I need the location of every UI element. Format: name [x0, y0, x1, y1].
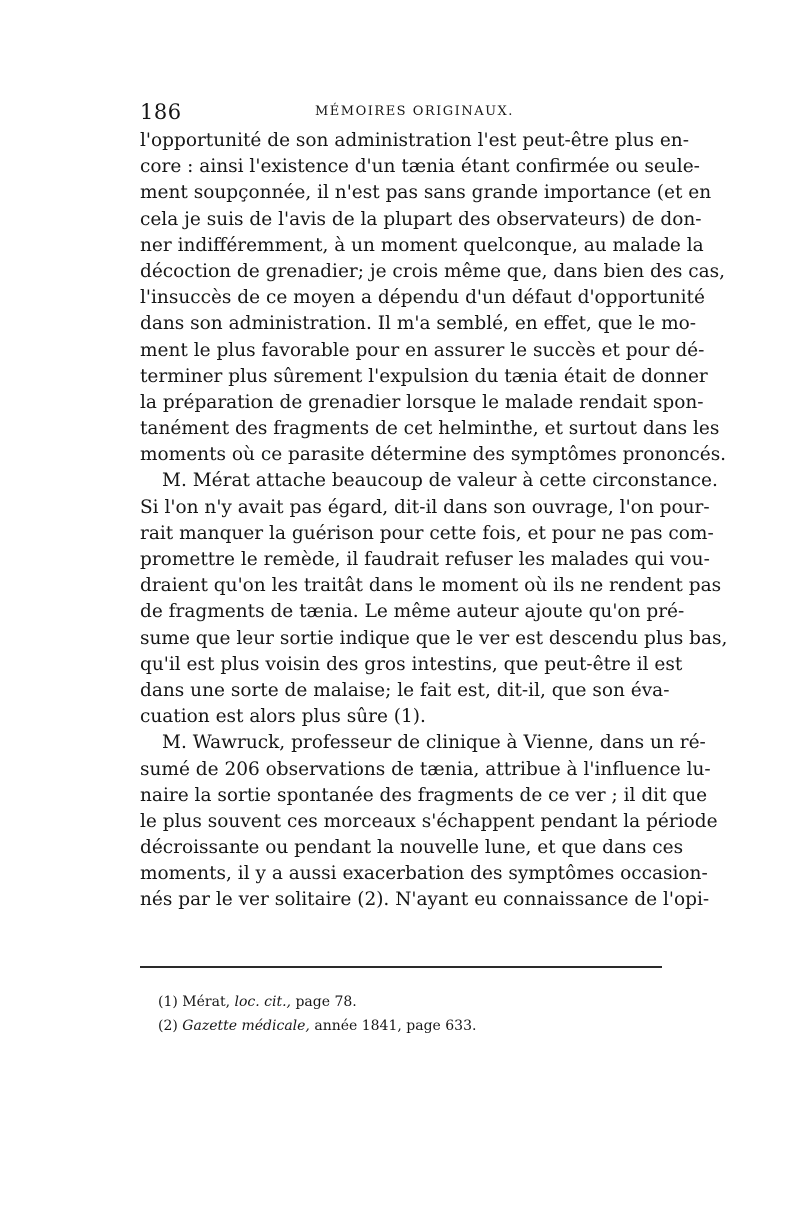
- text-line: sumé de 206 observations de tænia, attribue à l'influence lu-: [140, 758, 711, 780]
- footnotes: [158, 990, 658, 1038]
- page-header: [140, 98, 662, 126]
- text-line: naire la sortie spontanée des fragments de ce ver ; il dit que: [140, 784, 708, 806]
- text-line: ner indifféremment, à un moment quelconque, au malade la: [140, 234, 704, 256]
- text-line: décroissante ou pendant la nouvelle lune, et que dans ces: [140, 837, 684, 859]
- footnote-marker: (1): [158, 994, 178, 1010]
- footnote-2: [158, 1014, 658, 1038]
- text-line: de fragments de tænia. Le même auteur ajoute qu'on pré-: [140, 601, 685, 623]
- text-line: cuation est alors plus sûre (1).: [140, 706, 426, 728]
- footnote-1: [158, 990, 658, 1014]
- text-line: M. Wawruck, professeur de clinique à Vienne, dans un ré-: [162, 732, 706, 754]
- body-text: [140, 128, 728, 914]
- text-line: Si l'on n'y avait pas égard, dit-il dans son ouvrage, l'on pour-: [140, 496, 710, 518]
- running-head: MÉMOIRES ORIGINAUX.: [315, 104, 514, 119]
- footnote-page: page 78.: [295, 994, 357, 1010]
- text-line: draient qu'on les traitât dans le moment où ils ne rendent pas: [140, 575, 722, 597]
- page-number: 186: [140, 100, 182, 124]
- text-line: qu'il est plus voisin des gros intestins, que peut-être il est: [140, 653, 683, 675]
- text-line: sume que leur sortie indique que le ver est descendu plus bas,: [140, 627, 728, 649]
- footnote-marker: (2): [158, 1018, 178, 1034]
- text-line: l'insuccès de ce moyen a dépendu d'un défaut d'opportunité: [140, 287, 705, 309]
- footnote-rule: [140, 966, 662, 968]
- text-line: moments où ce parasite détermine des symptômes prononcés.: [140, 444, 727, 466]
- text-line: tanément des fragments de cet helminthe, et surtout dans les: [140, 418, 720, 440]
- text-line: nés par le ver solitaire (2). N'ayant eu connaissance de l'opi-: [140, 889, 710, 911]
- text-line: cela je suis de l'avis de la plupart des observateurs) de don-: [140, 208, 702, 230]
- text-line: terminer plus sûrement l'expulsion du tænia était de donner: [140, 365, 708, 387]
- text-line: promettre le remède, il faudrait refuser les malades qui vou-: [140, 549, 710, 570]
- text-line: rait manquer la guérison pour cette fois, et pour ne pas com-: [140, 522, 714, 544]
- text-line: moments, il y a aussi exacerbation des symptômes occasion-: [140, 863, 708, 885]
- footnote-reference: loc. cit.,: [234, 994, 291, 1010]
- text-line: dans son administration. Il m'a semblé, en effet, que le mo-: [140, 313, 697, 335]
- footnote-author: Mérat,: [182, 994, 231, 1010]
- footnote-journal: Gazette médicale,: [182, 1018, 310, 1034]
- text-line: dans une sorte de malaise; le fait est, dit-il, que son éva-: [140, 679, 670, 701]
- text-line: ment soupçonnée, il n'est pas sans grande importance (et en: [140, 182, 712, 204]
- text-line: ment le plus favorable pour en assurer le succès et pour dé-: [140, 339, 705, 361]
- text-line: décoction de grenadier; je crois même que, dans bien des cas,: [140, 260, 725, 282]
- footnote-year: année 1841, page 633.: [314, 1018, 477, 1034]
- text-line: l'opportunité de son administration l'est peut-être plus en-: [140, 130, 689, 151]
- text-line: M. Mérat attache beaucoup de valeur à cette circonstance.: [162, 470, 718, 492]
- text-line: core : ainsi l'existence d'un tænia étant confirmée ou seule-: [140, 156, 700, 178]
- text-line: la préparation de grenadier lorsque le malade rendait spon-: [140, 391, 704, 413]
- text-line: le plus souvent ces morceaux s'échappent pendant la période: [140, 810, 718, 832]
